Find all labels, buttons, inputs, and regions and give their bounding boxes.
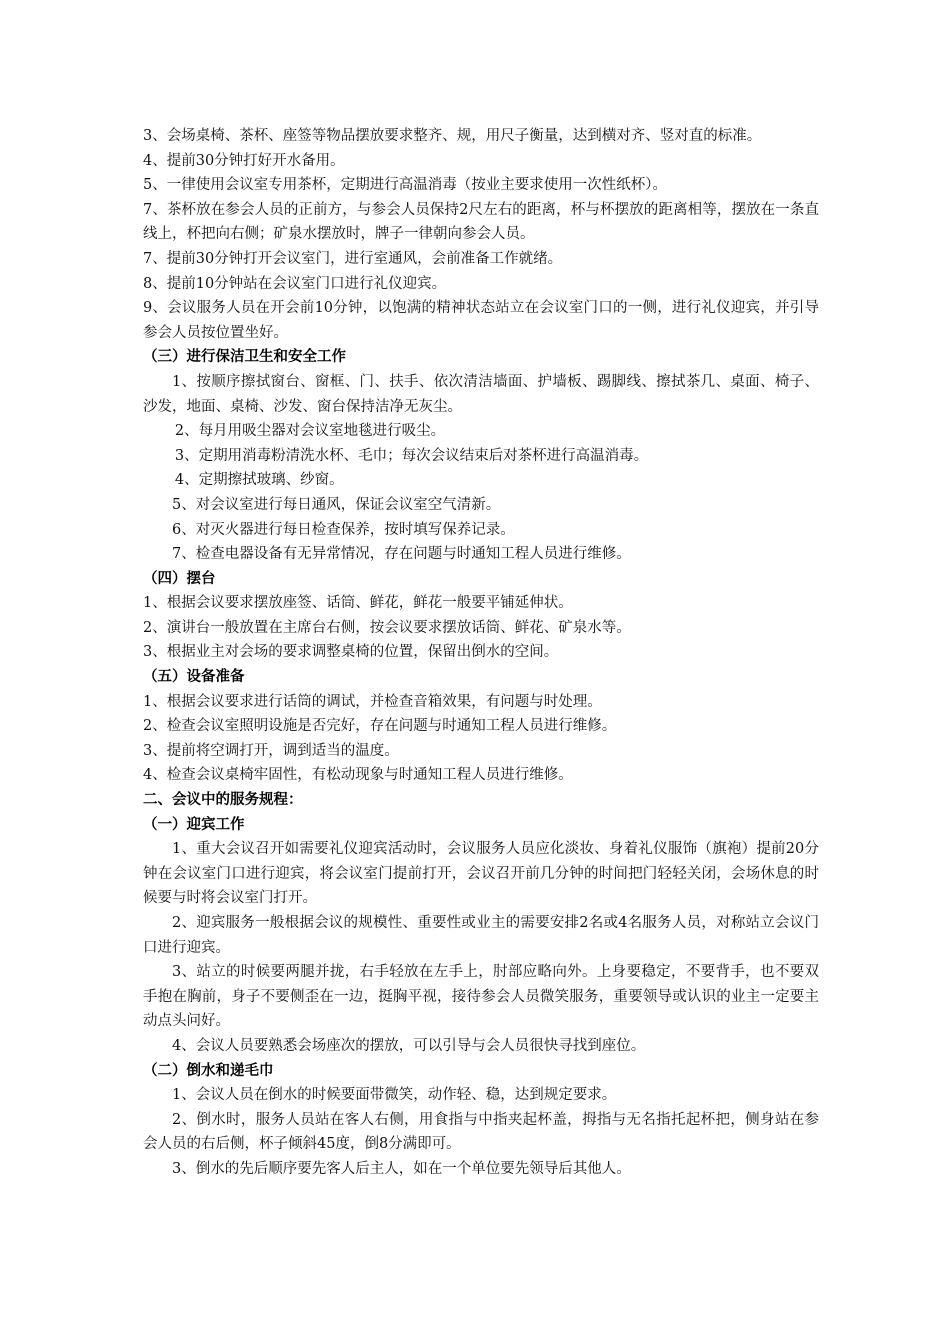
body-paragraph: 3、定期用消毒粉清洗水杯、毛巾；每次会议结束后对茶杯进行高温消毒。: [174, 447, 649, 464]
body-paragraph: 4、会议人员要熟悉会场座次的摆放，可以引导与会人员很快寻找到座位。: [172, 1037, 646, 1054]
section-heading: （三）进行保洁卫生和安全工作: [143, 349, 346, 366]
body-paragraph: 2、倒水时，服务人员站在客人右侧，用食指与中指夹起杯盖，拇指与无名指托起杯把，侧身站在参会人员的右后侧，杯子倾斜45度，倒8分满即可。: [143, 1111, 819, 1153]
section-heading: （五）设备准备: [143, 669, 245, 686]
body-paragraph: 4、提前30分钟打好开水备用。: [143, 152, 345, 169]
body-paragraph: 4、定期擦拭玻璃、纱窗。: [174, 472, 344, 489]
section-heading: （四）摆台: [143, 570, 216, 587]
body-paragraph: 2、检查会议室照明设施是否完好，存在问题与时通知工程人员进行维修。: [143, 718, 617, 735]
body-paragraph: 3、会场桌椅、茶杯、座签等物品摆放要求整齐、规，用尺子衡量，达到横对齐、竖对直的标准。: [143, 128, 762, 144]
body-paragraph: 1、按顺序擦拭窗台、窗框、门、扶手、依次清洁墙面、护墙板、踢脚线、擦拭茶几、桌面、椅子、沙发，地面、桌椅、沙发、窗台保持洁净无灰尘。: [143, 373, 819, 415]
section-heading: 二、会议中的服务规程：: [143, 792, 303, 809]
section-heading: （一）迎宾工作: [143, 816, 245, 833]
body-paragraph: 2、每月用吸尘器对会议室地毯进行吸尘。: [174, 423, 446, 440]
body-paragraph: 8、提前10分钟站在会议室门口进行礼仪迎宾。: [143, 275, 447, 292]
body-paragraph: 1、重大会议召开如需要礼仪迎宾活动时，会议服务人员应化淡妆、身着礼仪服饰（旗袍）提前20分钟在会议室门口进行迎宾，将会议室门提前打开，会议召开前几分钟的时间把门轻轻关闭，会场休息的时候要与时将会议室门打开。: [143, 841, 819, 907]
body-paragraph: 1、根据会议要求摆放座签、话筒、鲜花，鲜花一般要平铺延伸状。: [143, 595, 573, 612]
body-paragraph: 4、检查会议桌椅牢固性，有松动现象与时通知工程人员进行维修。: [143, 767, 573, 784]
body-paragraph: 3、提前将空调打开，调到适当的温度。: [143, 742, 399, 759]
body-paragraph: 6、对灭火器进行每日检查保养，按时填写保养记录。: [172, 521, 515, 538]
section-heading: （二）倒水和递毛巾: [143, 1062, 274, 1079]
body-paragraph: 3、倒水的先后顺序要先客人后主人，如在一个单位要先领导后其他人。: [172, 1160, 631, 1177]
body-paragraph: 7、茶杯放在参会人员的正前方，与参会人员保持2尺左右的距离，杯与杯摆放的距离相等，摆放在一条直线上，杯把向右侧；矿泉水摆放时，牌子一律朝向参会人员。: [143, 201, 819, 243]
body-paragraph: 1、根据会议要求进行话筒的调试，并检查音箱效果，有问题与时处理。: [143, 693, 602, 710]
body-paragraph: 5、对会议室进行每日通风，保证会议室空气清新。: [172, 496, 501, 513]
body-paragraph: 7、提前30分钟打开会议室门，进行室通风，会前准备工作就绪。: [143, 250, 563, 267]
body-paragraph: 9、会议服务人员在开会前10分钟，以饱满的精神状态站立在会议室门口的一侧，进行礼仪迎宾，并引导参会人员按位置坐好。: [143, 300, 819, 341]
body-paragraph: 2、迎宾服务一般根据会议的规模性、重要性或业主的需要安排2名或4名服务人员，对称站立会议门口进行迎宾。: [143, 915, 819, 956]
body-paragraph: 2、演讲台一般放置在主席台右侧，按会议要求摆放话筒、鲜花、矿泉水等。: [143, 619, 631, 636]
body-paragraph: 3、站立的时候要两腿并拢，右手轻放在左手上，肘部应略向外。上身要稳定，不要背手，也不要双手抱在胸前，身子不要侧歪在一边，挺胸平视，接待参会人员微笑服务，重要领导或认识的业主一定要主动点头问好。: [143, 964, 819, 1030]
body-paragraph: 3、根据业主对会场的要求调整桌椅的位置，保留出倒水的空间。: [143, 644, 559, 661]
body-paragraph: 7、检查电器设备有无异常情况，存在问题与时通知工程人员进行维修。: [172, 546, 631, 563]
body-paragraph: 1、会议人员在倒水的时候要面带微笑，动作轻、稳，达到规定要求。: [172, 1087, 617, 1104]
body-paragraph: 5、一律使用会议室专用茶杯，定期进行高温消毒（按业主要求使用一次性纸杯）。: [143, 177, 667, 194]
document-body: [143, 124, 819, 1182]
